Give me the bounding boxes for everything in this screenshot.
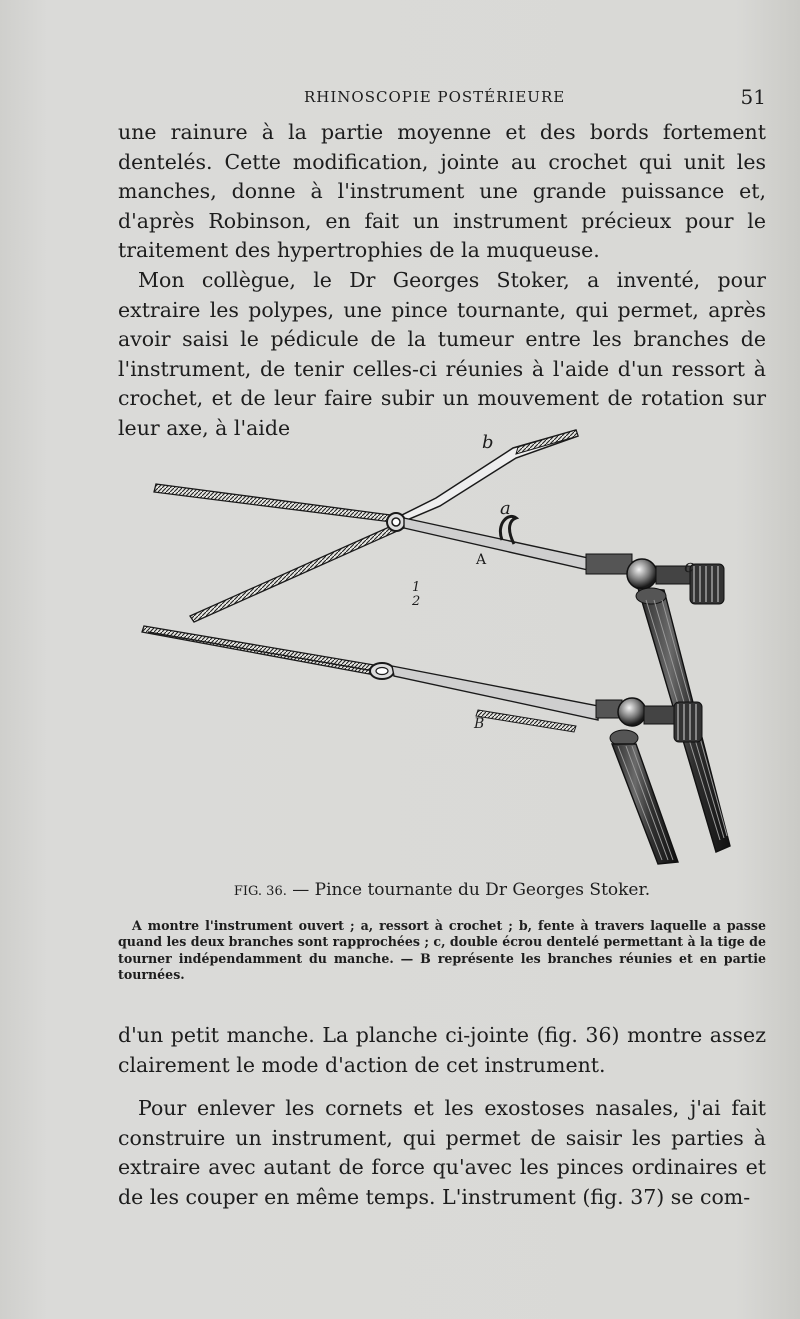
paragraph-continued: une rainure à la partie moyenne et des bords fortement dentelés. Cette modification, jointe au crochet qui unit les manches, donne à l'instrument une grande puissance et, d'après Robinson, en fait un instrument précieux pour le traitement des hypertrophies de la muqueuse. [118,120,766,263]
label-a: a [500,498,511,519]
page-header [118,85,766,112]
forceps-illustration [118,420,766,872]
caption-text: — Pince tournante du Dr Georges Stoker. [292,880,651,900]
paragraph-manche: d'un petit manche. La planche ci-jointe (fig. 36) montre assez clairement le mode d'action de cet instrument. [118,1023,766,1077]
caption-fig-number: FIG. 36. [233,884,287,899]
label-B: B [474,716,485,732]
body-text-bottom [118,1021,766,1213]
label-scale-num: 1 [412,580,421,595]
instrument-b [142,626,702,864]
page-number: 51 [740,85,766,109]
figure-36 [118,420,766,872]
label-scale-den: 2 [412,594,421,609]
label-c: c [684,556,695,577]
figure-caption [118,880,766,900]
label-b: b [482,432,494,453]
paragraph-stoker: Mon collègue, le Dr Georges Stoker, a inventé, pour extraire les polypes, une pince tournante, qui permet, après avoir saisi le pédicule de la tumeur entre les branches de l'instrument, de tenir celles-ci réunies à l'aide d'un ressort à crochet, et de leur faire subir un mouvement de rotation sur leur axe, à l'aide [118,267,766,440]
body-text-top [118,118,766,444]
label-A: A [476,552,487,568]
legend-text: A montre l'instrument ouvert ; a, ressort à crochet ; b, fente à travers laquelle a passe quand les deux branches sont rapprochées ; c, double écrou dentelé permettant à la tige de tourner indépendamment du manche. — B représente les branches réunies et en partie tournées. [118,918,766,983]
running-head: RHINOSCOPIE POSTÉRIEURE [304,88,566,106]
figure-legend [118,918,766,984]
paragraph-cornets: Pour enlever les cornets et les exostoses nasales, j'ai fait construire un instrument, qui permet de saisir les parties à extraire avec autant de force qu'avec les pinces ordinaires et de les couper en même temps. L'instrument (fig. 37) se com- [118,1096,766,1209]
